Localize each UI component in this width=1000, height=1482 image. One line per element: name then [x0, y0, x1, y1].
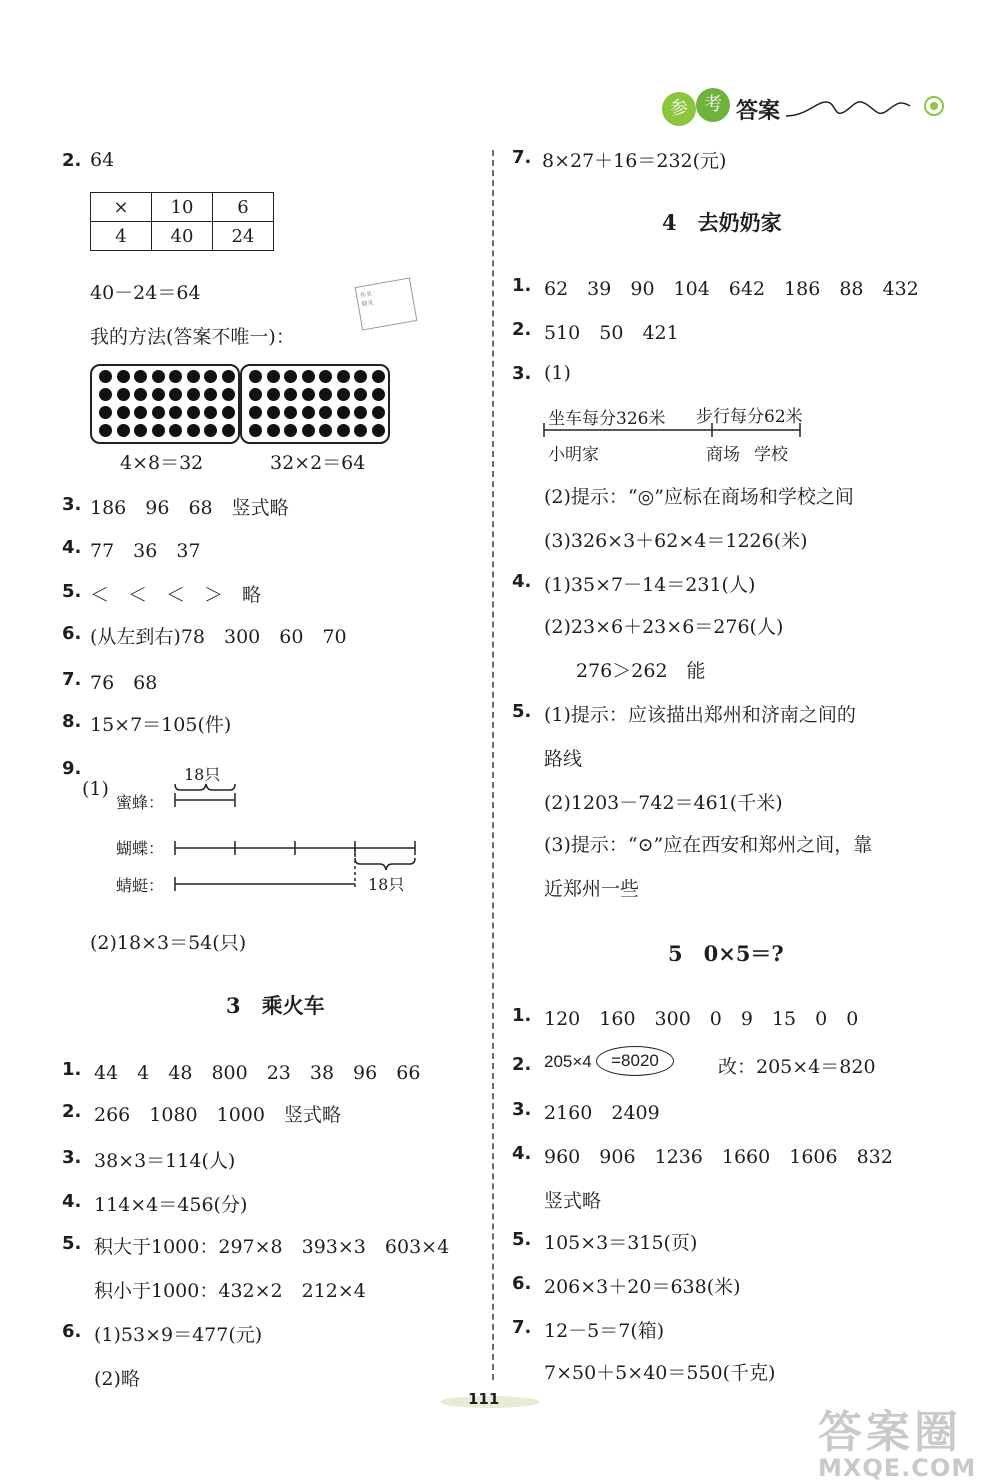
table-cell: 40 — [152, 222, 213, 251]
route-line — [540, 420, 820, 440]
bee-amount-label: 18只 — [184, 765, 221, 784]
answer-text: 76 68 — [90, 672, 158, 694]
question-number: 6. — [512, 1273, 532, 1294]
answer-text: 114×4＝456(分) — [94, 1194, 248, 1216]
answer-text: 2160 2409 — [544, 1102, 660, 1124]
watermark-main: 答案圈 — [818, 1407, 962, 1458]
butterfly-brace — [355, 858, 415, 870]
question-number: 3. — [512, 363, 532, 384]
answer-text: 266 1080 1000 竖式略 — [94, 1104, 341, 1126]
section-title: 4 去奶奶家 — [662, 210, 782, 235]
question-number: 7. — [62, 669, 82, 690]
butterfly-label: 蝴蝶： — [116, 839, 165, 858]
table-cell: 24 — [213, 222, 274, 251]
question-number: 3. — [512, 1099, 532, 1120]
dragonfly-bar — [175, 848, 355, 891]
question-number: 5. — [512, 1229, 532, 1250]
question-number: 5. — [62, 1233, 82, 1254]
table-cell: 6 — [213, 193, 274, 222]
circled-wrong-answer: =8020 — [596, 1046, 674, 1076]
answer-text: 206×3＋20＝638(米) — [544, 1276, 741, 1298]
answer-text: 77 36 37 — [90, 540, 201, 562]
answer-text: (1) — [544, 362, 571, 384]
answer-text: 38×3＝114(人) — [94, 1150, 236, 1172]
answer-text: (1)提示：应该描出郑州和济南之间的 — [544, 704, 856, 726]
answer-text: (2)略 — [94, 1368, 140, 1390]
answer-text: 积大于1000：297×8 393×3 603×4 — [94, 1236, 450, 1258]
answer-text: (2)1203－742＝461(千米) — [544, 792, 783, 814]
answer-text: 40－24＝64 — [90, 282, 201, 304]
home-label: 小明家 — [548, 445, 599, 465]
answer-text: 积小于1000：432×2 212×4 — [94, 1280, 366, 1302]
site-watermark — [818, 1396, 976, 1482]
badge-char-1: 参 — [662, 92, 696, 126]
question-number: 5. — [512, 701, 532, 722]
question-number: 1. — [62, 1059, 82, 1080]
question-number: 4. — [512, 1143, 532, 1164]
question-number: 9. — [62, 758, 82, 779]
answer-text: (1)53×9＝477(元) — [94, 1324, 263, 1346]
wrong-expression: 205×4 — [544, 1052, 592, 1071]
table-cell: 4 — [91, 222, 152, 251]
flower-swirl-icon — [786, 92, 952, 122]
bee-brace — [175, 784, 235, 790]
question-number: 2. — [62, 1101, 82, 1122]
question-number: 4. — [512, 571, 532, 592]
badge-char-2: 考 — [696, 88, 730, 122]
page-number: 111 — [468, 1390, 500, 1408]
answer-text: 120 160 300 0 9 15 0 0 — [544, 1008, 859, 1030]
bee-bar — [175, 793, 235, 807]
answer-header-badge — [662, 88, 952, 128]
dragonfly-extra-label: 18只 — [368, 875, 405, 894]
school-label: 学校 — [754, 445, 788, 465]
table-cell: × — [91, 193, 152, 222]
table-cell: 10 — [152, 193, 213, 222]
stamp-line: 精灵 — [361, 299, 375, 309]
question-number: 1. — [512, 275, 532, 296]
segment-diagram — [0, 0, 480, 920]
answer-text: 510 50 421 — [544, 322, 679, 344]
dot-equation: 4×8＝32 — [120, 452, 204, 474]
question-number: 8. — [62, 711, 82, 732]
dragonfly-label: 蜻蜓： — [116, 876, 165, 895]
question-number: 6. — [62, 623, 82, 644]
answer-text: 276＞262 能 — [576, 660, 706, 682]
stamp-line: 作业 — [359, 290, 373, 300]
answer-text: 竖式略 — [544, 1190, 602, 1212]
bus-speed-label: 坐车每分326米 — [548, 409, 666, 429]
butterfly-bar — [175, 841, 415, 855]
question-number: 4. — [62, 537, 82, 558]
answer-text: (2)提示：“◎”应标在商场和学校之间 — [544, 486, 854, 508]
question-number: 3. — [62, 494, 82, 515]
answer-text: 12－5＝7(箱) — [544, 1320, 665, 1342]
answer-text: 44 4 48 800 23 38 96 66 — [94, 1062, 421, 1084]
answer-text: 64 — [90, 149, 115, 171]
walk-speed-label: 步行每分62米 — [696, 407, 803, 427]
question-number: 7. — [512, 1317, 532, 1338]
bee-label: 蜜蜂： — [116, 793, 165, 812]
answer-text: 186 96 68 竖式略 — [90, 497, 289, 519]
watermark-sub: MXQE.COM — [818, 1454, 977, 1482]
question-number: 2. — [512, 1054, 532, 1075]
answer-text: (3)326×3＋62×4＝1226(米) — [544, 530, 808, 552]
question-number: 2. — [62, 150, 82, 171]
answer-text: 7×50＋5×40＝550(千克) — [544, 1362, 776, 1384]
answer-text: (从左到右)78 300 60 70 — [90, 626, 347, 648]
answer-text: ＜ ＜ ＜ ＞ 略 — [90, 584, 262, 606]
question-number: 3. — [62, 1147, 82, 1168]
question-number: 1. — [512, 1005, 532, 1026]
question-number: 6. — [62, 1321, 82, 1342]
dot-equation: 32×2＝64 — [270, 452, 366, 474]
answer-text: 8×27＋16＝232(元) — [542, 150, 727, 172]
answer-text: 路线 — [544, 748, 583, 770]
answer-text: 62 39 90 104 642 186 88 432 — [544, 278, 919, 300]
section-title: 3 乘火车 — [226, 993, 325, 1018]
answer-text: 960 906 1236 1660 1606 832 — [544, 1146, 893, 1168]
column-divider — [492, 150, 494, 1380]
correction-text: 改：205×4＝820 — [718, 1056, 876, 1078]
answer-text: (2)18×3＝54(只) — [90, 932, 247, 954]
answer-text: 105×3＝315(页) — [544, 1232, 698, 1254]
answer-text: (2)23×6＋23×6＝276(人) — [544, 616, 784, 638]
question-number: 2. — [512, 319, 532, 340]
section-title: 5 0×5＝? — [668, 941, 784, 966]
badge-title: 答案 — [736, 99, 781, 124]
method-label: 我的方法(答案不唯一)： — [90, 326, 295, 348]
question-number: 4. — [62, 1191, 82, 1212]
question-number: 7. — [512, 147, 532, 168]
mall-label: 商场 — [706, 445, 740, 465]
answer-text: 近郑州一些 — [544, 878, 640, 900]
question-number: 5. — [62, 581, 82, 602]
answer-text: (1)35×7－14＝231(人) — [544, 574, 756, 596]
sub-part-label: (1) — [82, 778, 109, 800]
answer-text: (3)提示：“⊙”应在西安和郑州之间，靠 — [544, 834, 873, 856]
answer-text: 15×7＝105(件) — [90, 714, 232, 736]
